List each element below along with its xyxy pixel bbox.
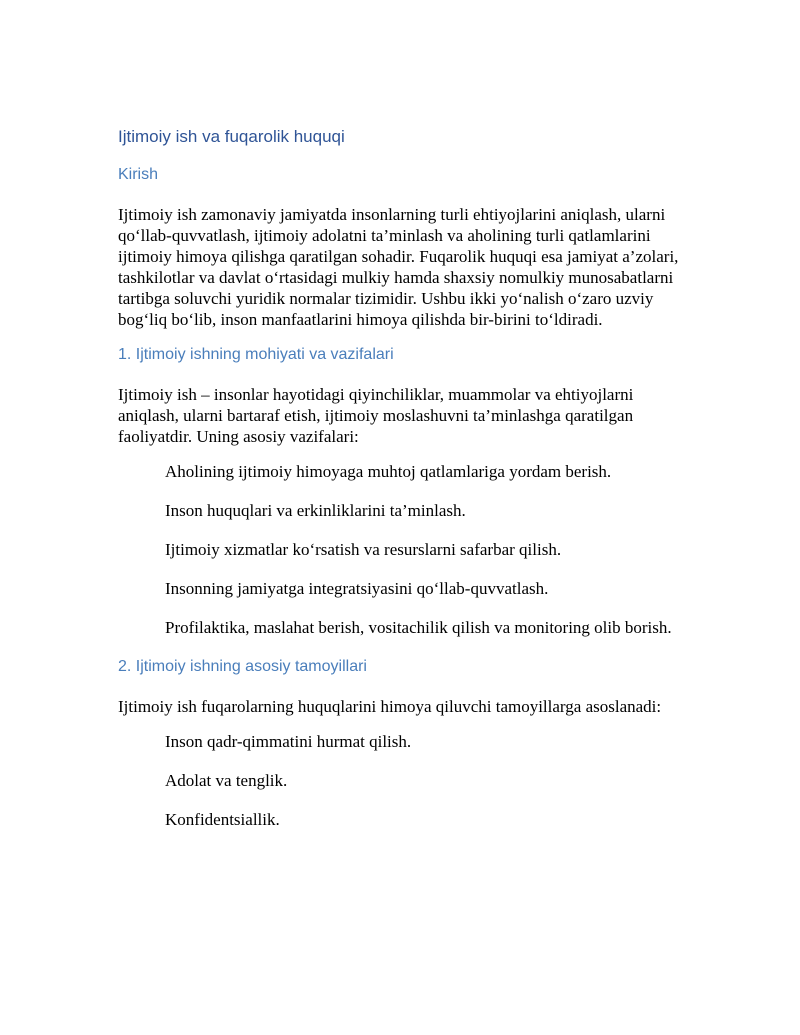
list-item: Adolat va tenglik. [165, 771, 288, 790]
document-body [118, 126, 683, 848]
section1-heading: 1. Ijtimoiy ishning mohiyati va vazifalari [118, 346, 394, 363]
list-item: Inson huquqlari va erkinliklarini ta’minlash. [165, 501, 466, 520]
section1-paragraph: Ijtimoiy ish – insonlar hayotidagi qiyinchiliklar, muammolar va ehtiyojlarni aniqlash, ularni bartaraf etish, ijtimoiy moslashuvni ta’minlashga qaratilgan faoliyatdir. Uning asosiy vazifalari: [118, 385, 634, 446]
intro-paragraph: Ijtimoiy ish zamonaviy jamiyatda insonlarning turli ehtiyojlarini aniqlash, ularni qo‘llab-quvvatlash, ijtimoiy adolatni ta’minlash va aholining turli qatlamlarini ijtimoiy himoya qilishga qaratilgan sohadir. Fuqarolik huquqi esa jamiyat a’zolari, tashkilotlar va davlat o‘rtasidagi mulkiy hamda shaxsiy nomulkiy munosabatlarni tartibga soluvchi yuridik normalar tizimidir. Ushbu ikki yo‘nalish o‘zaro uzviy bog‘liq bo‘lib, inson manfaatlarini himoya qilishda bir-birini to‘ldiradi. [118, 205, 679, 329]
document-title: Ijtimoiy ish va fuqarolik huquqi [118, 127, 345, 146]
intro-heading: Kirish [118, 166, 159, 183]
section1-list [118, 461, 683, 638]
section2-heading: 2. Ijtimoiy ishning asosiy tamoyillari [118, 658, 367, 675]
list-item: Inson qadr-qimmatini hurmat qilish. [165, 732, 412, 751]
section2-list [118, 731, 683, 830]
list-item: Ijtimoiy xizmatlar ko‘rsatish va resurslarni safarbar qilish. [165, 540, 562, 559]
section2-paragraph: Ijtimoiy ish fuqarolarning huquqlarini himoya qiluvchi tamoyillarga asoslanadi: [118, 697, 662, 716]
list-item: Konfidentsiallik. [165, 810, 280, 829]
list-item: Aholining ijtimoiy himoyaga muhtoj qatlamlariga yordam berish. [165, 462, 612, 481]
list-item: Insonning jamiyatga integratsiyasini qo‘llab-quvvatlash. [165, 579, 549, 598]
list-item: Profilaktika, maslahat berish, vositachilik qilish va monitoring olib borish. [165, 618, 672, 637]
